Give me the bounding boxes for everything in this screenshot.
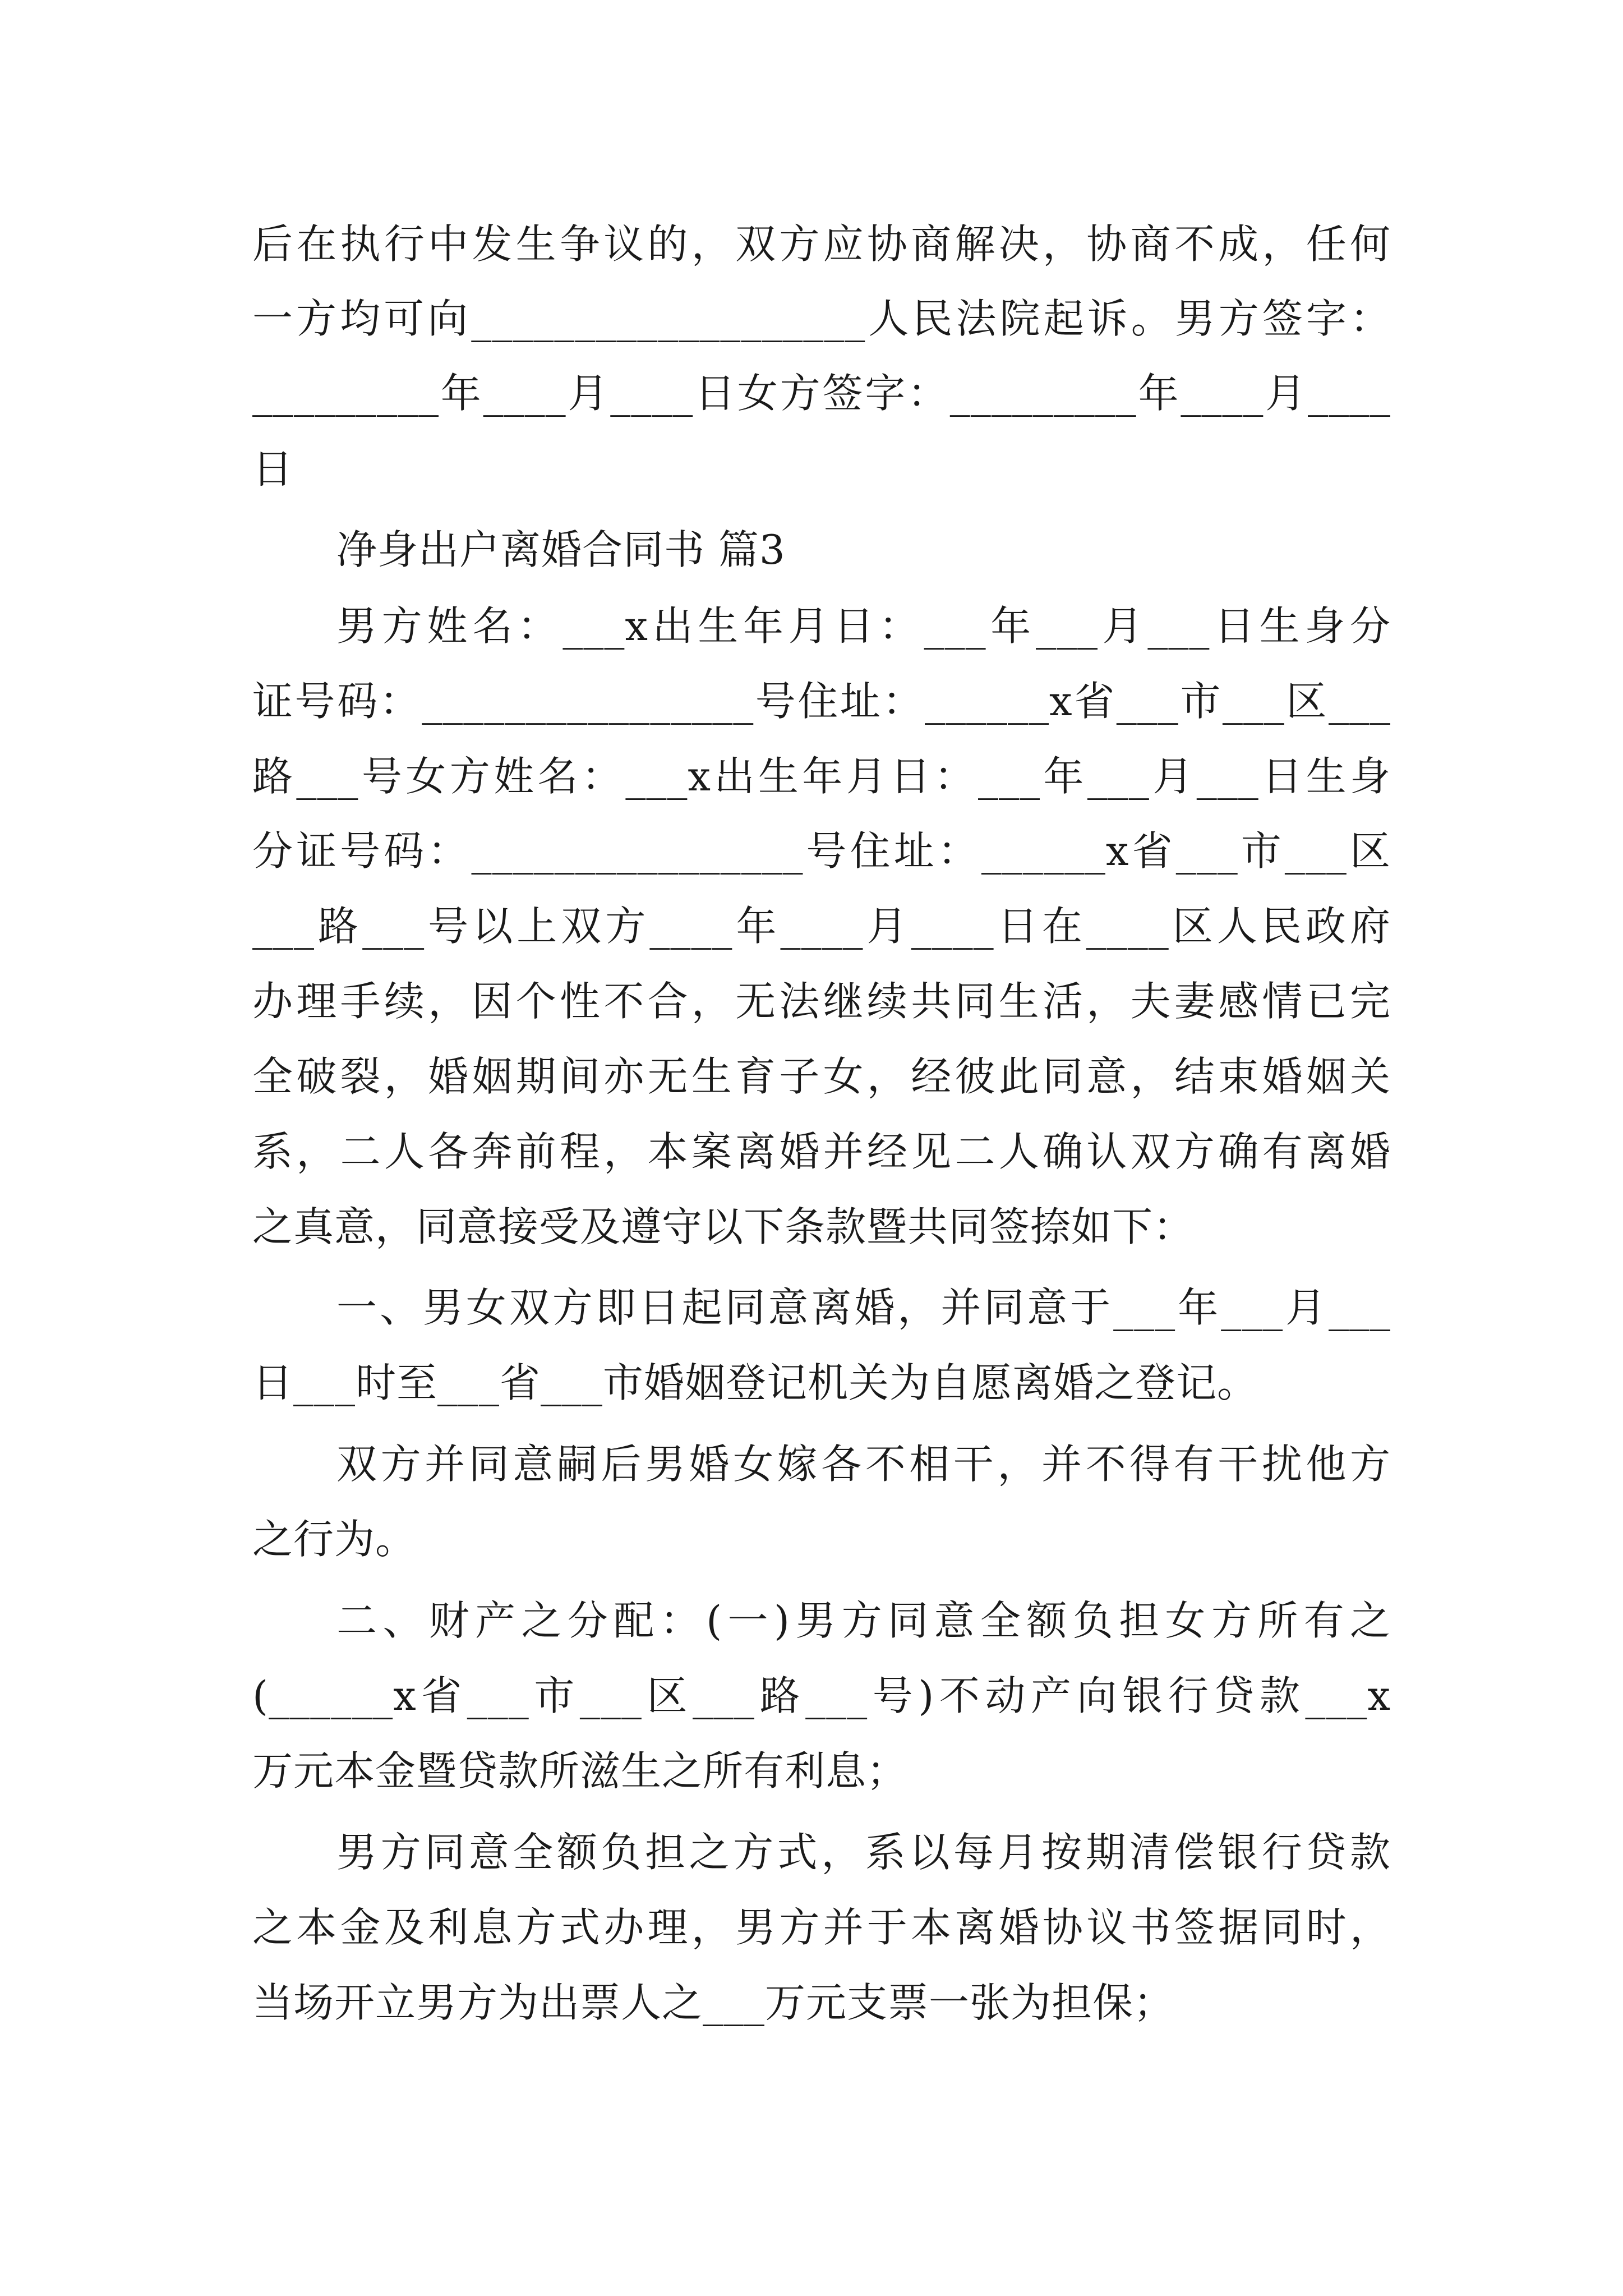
text-line: _________年____月____日女方签字：_________年____月____ — [252, 370, 1391, 417]
text-line: 男方同意全额负担之方式，系以每月按期清偿银行贷款 — [336, 1829, 1391, 1876]
text-line: 日 — [252, 445, 294, 493]
text-line: 分证号码：________________号住址：______x省___市___区 — [252, 827, 1391, 875]
text-line: 二、财产之分配：(一)男方同意全额负担女方所有之 — [336, 1597, 1391, 1644]
text-line: 之真意，同意接受及遵守以下条款暨共同签捺如下： — [252, 1203, 1195, 1250]
section-heading: 净身出户离婚合同书 篇3 — [336, 526, 786, 573]
text-line: 当场开立男方为出票人之___万元支票一张为担保； — [252, 1979, 1175, 2026]
text-line: 之行为。 — [252, 1516, 417, 1563]
text-line: (______x省___市___区___路___号)不动产向银行贷款___x — [252, 1672, 1391, 1719]
text-line: 路___号女方姓名：___x出生年月日：___年___月___日生身 — [252, 753, 1391, 800]
text-line: 一方均可向___________________人民法院起诉。男方签字： — [252, 295, 1391, 342]
text-line: 证号码：________________号住址：______x省___市___区___ — [252, 678, 1391, 725]
text-line: ___路___号以上双方____年____月____日在____区人民政府 — [252, 903, 1391, 950]
text-line: 全破裂，婚姻期间亦无生育子女，经彼此同意，结束婚姻关 — [252, 1053, 1391, 1100]
text-line: 一、男女双方即日起同意离婚，并同意于___年___月___ — [336, 1284, 1391, 1331]
text-line: 万元本金暨贷款所滋生之所有利息； — [252, 1747, 908, 1795]
text-line: 男方姓名：___x出生年月日：___年___月___日生身分 — [336, 602, 1391, 650]
text-line: 双方并同意嗣后男婚女嫁各不相干，并不得有干扰他方 — [336, 1441, 1391, 1488]
text-line: 系，二人各奔前程，本案离婚并经见二人确认双方确有离婚 — [252, 1128, 1391, 1175]
text-line: 之本金及利息方式办理，男方并于本离婚协议书签据同时， — [252, 1904, 1391, 1951]
text-line: 日___时至___省___市婚姻登记机关为自愿离婚之登记。 — [252, 1359, 1258, 1406]
text-line: 办理手续，因个性不合，无法继续共同生活，夫妻感情已完 — [252, 978, 1391, 1025]
text-line: 后在执行中发生争议的，双方应协商解决，协商不成，任何 — [252, 220, 1391, 268]
